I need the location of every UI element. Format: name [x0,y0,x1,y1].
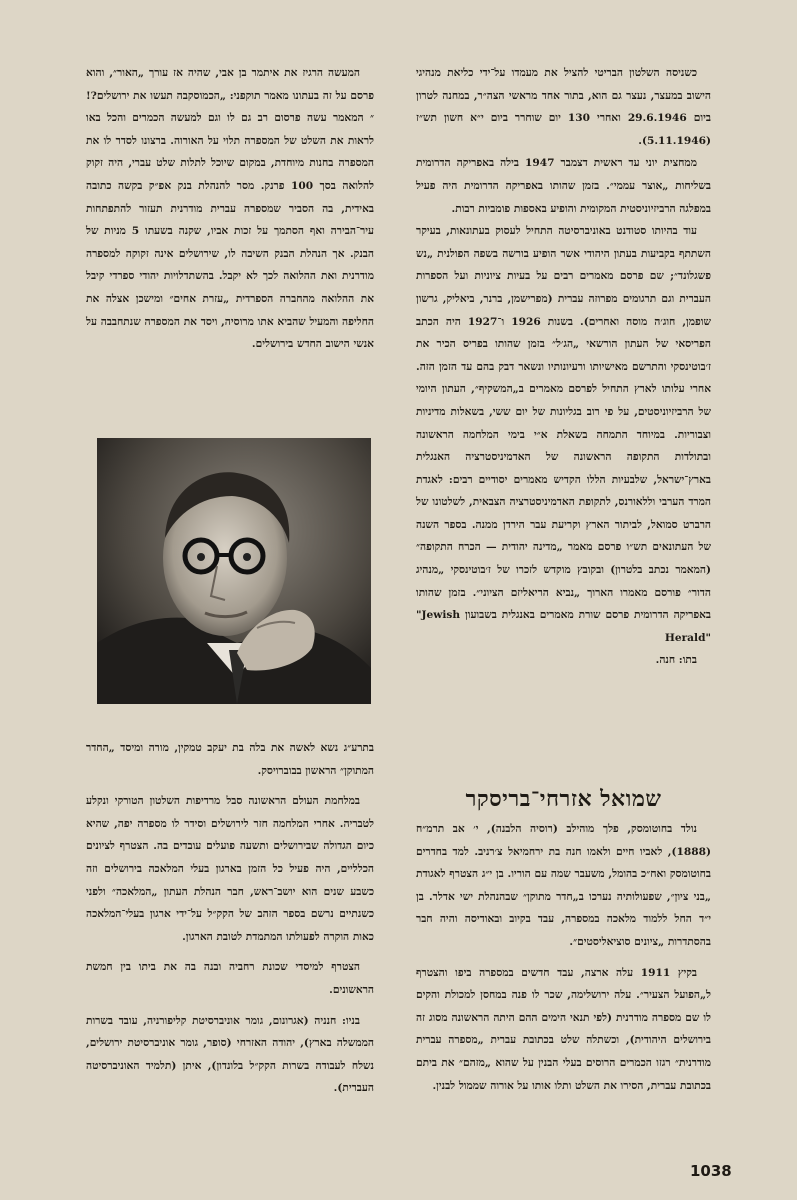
right-paragraph-3 [416,220,711,649]
left-bottom-paragraph-4: בניו: חנניה (אגרונום, גומר אוניברסיטת קליפורניה, עובד בשרות הממשלה בארץ), יהודה האזרחי (סופר, גומר אוניברסיטת ירושלים, נשלח לעבודה בשרות הקק״ל בלונדון), איתן (תלמיד האוניברסיטה העברית). [86,1014,374,1095]
left-column-top [86,62,374,356]
right-paragraph-3-text: עוד בהיותו סטודנט באוניברסיטה התחיל לעסוק בעתונאות, בעיקר השתתף בקביעות בעתון היהודי אשר הופיע בורשה בשפה הפולנית „נש פשגלונד״; שם פרסם מאמרים רבים על בעיות ציוניות ועל הספרות העברית וגם תרגומים מפרוזה עברית (מפרישמן, ברנר, ביאליק, גרשון שופמן, חוג׳ה מוסה ואחרים). בשנות 1926 ו־1927 היה הכתב הפריסאי של העתון הורשאי „הג׳ל״ בזמן שהותו בפריס הכיר את ז׳בוטינסקי והתרשם מאישיותו ורעיונותיו ונשאר דבק בהם עד הזמן הזה. אחרי עלותו לארץ התחיל לפרסם מאמרים ב„המשקיף״, העתון היומי של הרביזיוניסטים, על פי רוב בגליונות של יום ששי, בשאלות מדיניות וצבוריות. במיוחד התמחה בשאלת א״י בימי המלחמה הראשונה ובתולדות התקופה הראשונה של האדמיניסטרציה האנגלית בארץ־ישראל, שלבעיות הללו הקדיש מאמרים יסודיים רבים: לאגדת המרד הערבי וללאורנס, לתקופת האדמיניסטרציה הצבאית, לשלטונו של הרברט סמואל, לביתור הארץ וקריעת עבר הירדן ממנה. בספר השנה של העתונאים תש״ו פרסם מאמר „מדינה יהודית — הכרח התקופה״ (המאמר נכתב בלטרון) ובקובץ מוקדש לזכרו של ז׳בוטינסקי „מנהיג הדור״ פורסם מאמרו הארוך „נביא הריאליזם הציוני״. בזמן שהותו באפריקה הדרומית פרסם שורת מאמרים באנגלית בשבועון [416,225,711,622]
page-number: 1038 [690,1162,732,1180]
jewish-herald-title: "Jewish Herald" [416,609,711,644]
portrait-photo-image [97,438,371,704]
right-paragraph-1: כשניסה השלטון הבריטי להציל את מעמדו על־ידי כליאת מנהיגי הישוב במעצר, נעצר גם הוא, בתור אחד מראשי הצה״ר, במחנה לטרון ביום 29.6.1946 ואחרי 130 יום שוחרר ביום י״א חשון תש״ז (5.11.1946). [416,67,712,147]
left-bottom-paragraph-3: הצטרף למיסדי שכונת רחביה ובנה בה את ביתו בין חמשת הראשונים. [86,961,374,996]
right-column-bottom [416,818,711,1097]
left-column-bottom [86,733,374,1100]
left-bottom-paragraph-2: במלחמת העולם הראשונה סבל מרדיפות השלטון הטורקי ונקלע לטבריה. אחרי המלחמה חזר לירושלים וסידר לו מספרה יפה, שהיא כיום הגדולה שבירושלים ותשעה פועלים עובדים בה. הצטרף לציונים הכלליים, היה פעיל כל הזמן בארגון בעלי המלאכה בירושלים וזה כשבע שנים הוא יושב־ראש, חבר הנהלת העתון „המלאכה״ ולפני כשנתיים נרשם בספר הזהב של הקק״ל על־ידי ארגון בעלי־המלאכה כאות הוקרה לפעולתו המתמדת לטובת הארגון. [86,795,374,943]
left-paragraph-1: המעשה הרגיז את איתמר בן אבי, שהיה אז עורך „האור״, והוא פרסם על זה בעתונו מאמר תוקפני: „הכמוסקבה תעשו את ירושלים?!״ המאמר עשה פרסום רב גם לו וגם למעשה הכמרים והכל באו לראות את השלט של המספרה תלוי על האורוה. ברצונו לסדר לו את המספרה בחנות מיוחדת, במקום שיוכל לתלות שלט עברי, היה זקוק להלואה בסך 100 פרנק. מסר להנהלת בנק אפ״ק בקשה כתובה באידית, בה הסביר שמספרה עברית מודרנית תעזור להתפתחות עיר־הבירה ואף הסתמך על זכות אביו, שקנה בשעתו 5 מניות של הבנק. אך הנהלת הבנק השיבה לו, שירושלים אינה זקוקה למספרה מודרנית ואת ההלואה לכך לא יקבל. בהשתדלויות יהודי ספרדי קיבל את ההלואה מהחברה הספרדית „עזרת אחים״ ומישכן אצלה את החליפה והמעיל שהביא אתו מרוסיה, ויסד את המספרה שנתחבבה על אנשי הישוב החדש בירושלים. [86,67,374,351]
right-paragraph-2: ממחצית יוני עד ראשית דצמבר 1947 בילה באפריקה הדרומית בשליחות „אוצר עממי״. בזמן שהותו באפריקה הדרומית היה פעיל במפלגה הרביזיוניסטית המקומית והופיע באספות פומביות רבות. [416,157,711,215]
left-bottom-paragraph-1: בתרע״ג נשא לאשה את בלה בת יעקב טמקין, מורה ומיסד „החדר המתוקן״ הראשון בבוברויסק. [86,742,374,777]
biography-heading: שמואל אזרחי־בריסקר [465,786,662,812]
right-column-top [416,62,711,672]
daughter-line: בתו: חנה. [655,654,697,667]
right-bottom-paragraph-1: נולד בחוטומסק, פלך מוהילב (רוסיה הלבנה), י׳ אב תרמ״ח (1888), לאביו חיים ולאמו חנה בת ירחמיאל צ׳רניב. למד בחדרים בחוטומסק ואח״כ בהומל, משעבר שמה עם הוריו. בן י״ג הצטרף לאגודת „בני ציון״, שפעולותיה נערכו ב„חדר מתוקן״ שבהנהלת ישי אדלר. בן י״ד החל ללמוד מלאכה במספרה, עבד בקיוב ובאודיסה והיה חבר בהסתדרות „ציונים סוציאליסטים״. [416,823,711,948]
right-bottom-paragraph-2: בקיץ 1911 עלה ארצה, עבד חדשים במספרה ביפו והצטרף ל„הפועל הצעיר״. עלה ירושלימה, שכר לו פנה במחסן למכולת והקים לו שם מספרה מודרנית (לפי תנאי הימים ההם היתה הראשונה מסוג זה בירושלים היהודית), וכשתלה שלט בכתובת עברית „מספרה עברית מודרנית״ רגזו הכמרים הרוסים בעלי הבנין על שהוא „מזהם״ את ביתם בכתובת עברית, הסירו את השלט ותלו אותו על אורוה שממול לבנין. [416,966,711,1092]
portrait-photo [97,438,371,704]
